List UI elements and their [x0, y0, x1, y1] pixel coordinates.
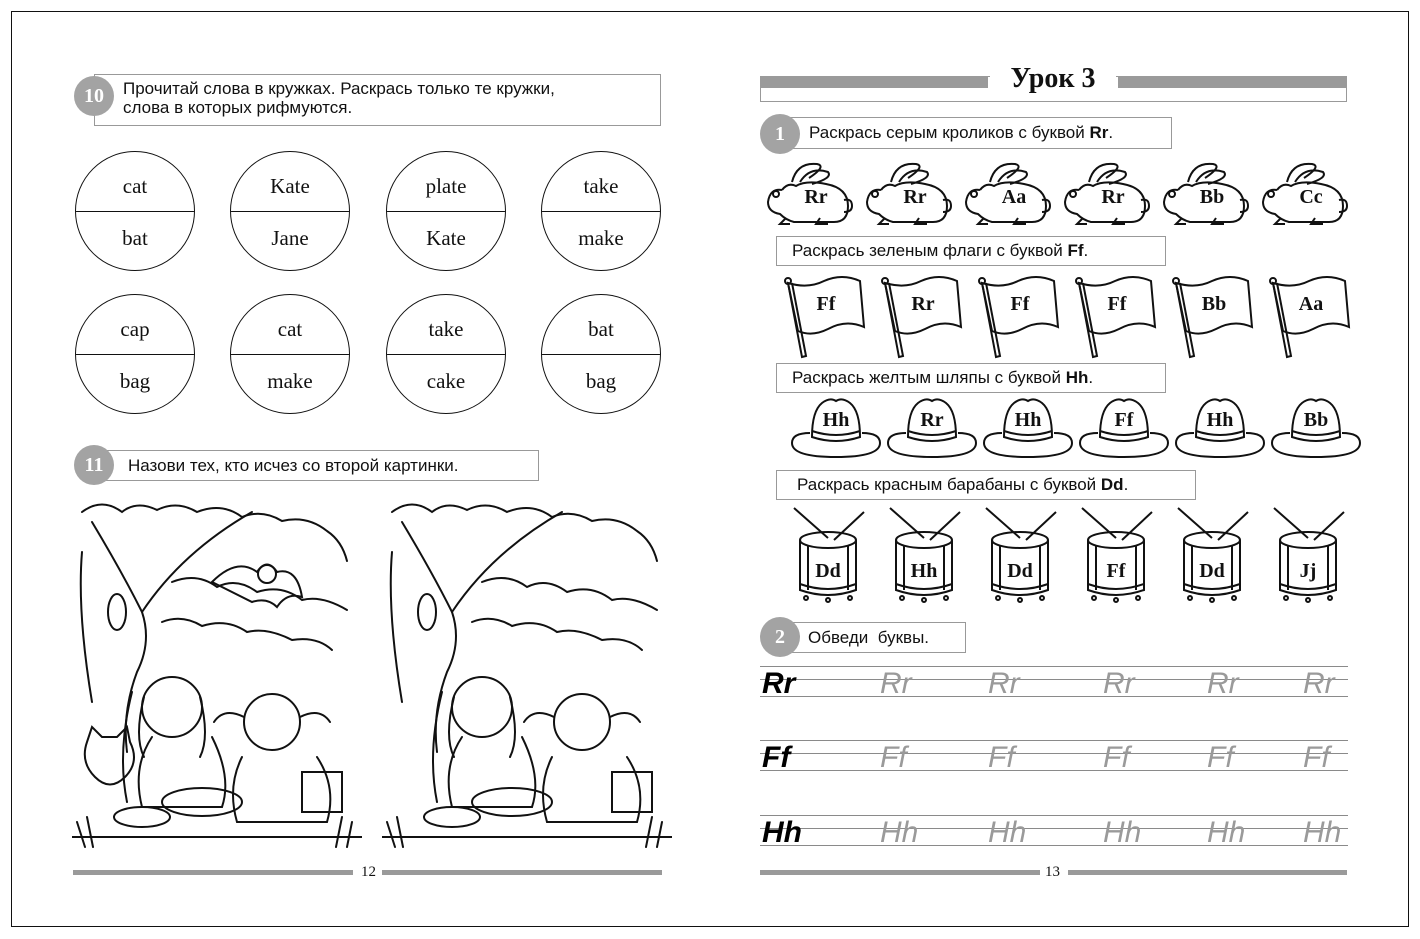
hat-letter: Rr: [920, 409, 944, 431]
drum-letter: Ff: [1106, 560, 1126, 582]
tracing-letter[interactable]: Hh: [1207, 816, 1246, 849]
tracing-letter[interactable]: Hh: [1103, 816, 1142, 849]
hat-item[interactable]: [886, 397, 978, 459]
drum-letter: Hh: [910, 560, 938, 582]
circle-word-top: take: [583, 174, 619, 198]
circle-word-top: plate: [425, 174, 467, 198]
rabbit-letter: Rr: [1101, 186, 1125, 208]
picnic-picture-2: [382, 492, 672, 850]
tree-canopy: [392, 505, 657, 562]
rhyme-circle[interactable]: [386, 151, 506, 271]
drum-item[interactable]: [1172, 504, 1264, 604]
drums-instruction-box: [776, 470, 1196, 500]
flag-icon: [1267, 275, 1359, 361]
tracing-letter[interactable]: Ff: [1303, 741, 1330, 774]
flag-item[interactable]: [976, 275, 1068, 361]
rabbit-letter: Bb: [1199, 186, 1225, 208]
circle-word-bottom: make: [578, 226, 624, 250]
tracing-guide-base: [760, 845, 1348, 846]
tracing-letter[interactable]: Rr: [1303, 667, 1335, 700]
flag-icon: [879, 275, 971, 361]
rhyme-circle[interactable]: [75, 151, 195, 271]
drum-letter: Dd: [815, 560, 841, 582]
drum-item[interactable]: [788, 504, 880, 604]
circle-divider: [542, 211, 660, 212]
task-1-text-end: .: [1108, 123, 1114, 142]
circle-word-bottom: bag: [119, 369, 151, 393]
tracing-guide-mid: [760, 679, 1348, 680]
drum-icon: [1172, 504, 1264, 604]
drum-item[interactable]: [1076, 504, 1168, 604]
tracing-sample-letter: Ff: [762, 741, 791, 774]
lesson-header-bar-left: [760, 76, 988, 88]
circle-word-bottom: bat: [122, 226, 148, 250]
flag-item[interactable]: [1170, 275, 1262, 361]
circle-word-bottom: cake: [426, 369, 466, 393]
circle-divider: [231, 354, 349, 355]
circle-word-top: cap: [120, 317, 150, 341]
footer-bar-left-b: [382, 870, 662, 875]
tracing-guide-mid: [760, 753, 1348, 754]
tracing-letter[interactable]: Hh: [988, 816, 1027, 849]
hat-item[interactable]: [1078, 397, 1170, 459]
tracing-letter[interactable]: Hh: [880, 816, 919, 849]
drums-instruction-main: Раскрась красным барабаны с буквой: [797, 475, 1101, 494]
flag-letter: Ff: [1107, 293, 1127, 315]
rabbit-letter: Rr: [804, 186, 828, 208]
task-10-line-1: Прочитай слова в кружках. Раскрась только те кружки,: [123, 79, 555, 98]
tracing-guide-base: [760, 696, 1348, 697]
task-1-text: [809, 123, 1113, 143]
tracing-letter[interactable]: Ff: [880, 741, 907, 774]
bat: [212, 565, 302, 608]
lesson-title: Урок 3: [990, 63, 1116, 95]
circle-word-top: cat: [277, 317, 303, 341]
tracing-guide-base: [760, 770, 1348, 771]
hats-instruction-main: Раскрась желтым шляпы с буквой: [792, 368, 1066, 387]
flags-instruction-text: [792, 241, 1088, 261]
rabbit-item[interactable]: [1059, 160, 1151, 226]
drum-icon: [1268, 504, 1360, 604]
drum-icon: [980, 504, 1072, 604]
task-2-instruction-box: [780, 622, 966, 653]
hats-instruction-letter: Hh: [1065, 368, 1089, 387]
drum-letter: Jj: [1299, 560, 1317, 582]
tracing-letter[interactable]: Ff: [1103, 741, 1130, 774]
flag-item[interactable]: [1073, 275, 1165, 361]
hats-instruction-end: .: [1088, 368, 1094, 387]
drums-instruction-end: .: [1123, 475, 1129, 494]
flag-icon: [1170, 275, 1262, 361]
flags-instruction-letter: Ff: [1067, 241, 1084, 260]
rhyme-circle[interactable]: [230, 151, 350, 271]
hat-letter: Hh: [1206, 409, 1234, 431]
tracing-sample-letter: Rr: [762, 667, 796, 700]
rhyme-circle[interactable]: [386, 294, 506, 414]
circle-divider: [387, 354, 505, 355]
task-10-instruction-box: [94, 74, 661, 126]
tracing-guide-mid: [760, 828, 1348, 829]
tracing-guide-top: [760, 815, 1348, 816]
task-11-text: Назови тех, кто исчез со второй картинки.: [128, 456, 459, 475]
footer-bar-left-a: [73, 870, 353, 875]
picnic-picture-1: [72, 492, 362, 850]
circle-divider: [387, 211, 505, 212]
tree-canopy: [82, 505, 347, 562]
circle-divider: [231, 211, 349, 212]
drum-letter: Dd: [1007, 560, 1033, 582]
footer-bar-right-b: [1068, 870, 1347, 875]
flag-letter: Ff: [816, 293, 836, 315]
tracing-letter[interactable]: Hh: [1303, 816, 1342, 849]
hat-letter: Ff: [1114, 409, 1134, 431]
tracing-letter[interactable]: Ff: [1207, 741, 1234, 774]
tracing-letter[interactable]: Rr: [988, 667, 1020, 700]
rabbit-letter: Cc: [1299, 186, 1323, 208]
task-10-number-badge: 10: [74, 76, 114, 116]
circle-divider: [542, 354, 660, 355]
task-1-text-letter: Rr: [1089, 123, 1109, 142]
task-11-number-badge: 11: [74, 445, 114, 485]
flag-letter: Aa: [1298, 293, 1324, 315]
circle-word-top: Kate: [270, 174, 310, 198]
rabbit-item[interactable]: [1257, 160, 1349, 226]
drum-item[interactable]: [980, 504, 1072, 604]
tracing-letter[interactable]: Rr: [1207, 667, 1239, 700]
flags-instruction-box: [776, 236, 1166, 266]
flags-instruction-main: Раскрась зеленым флаги с буквой: [792, 241, 1068, 260]
hats-instruction-box: [776, 363, 1166, 393]
flag-letter: Bb: [1201, 293, 1227, 315]
rabbit-letter: Aa: [1001, 186, 1027, 208]
drum-icon: [884, 504, 976, 604]
rabbit-letter: Rr: [903, 186, 927, 208]
task-2-number-badge: 2: [760, 617, 800, 657]
flags-instruction-end: .: [1083, 241, 1089, 260]
drums-instruction-text: [797, 475, 1128, 495]
rhyme-circle[interactable]: [75, 294, 195, 414]
flag-item[interactable]: [879, 275, 971, 361]
circle-word-top: take: [428, 317, 464, 341]
rhyme-circle[interactable]: [541, 151, 661, 271]
hat-letter: Bb: [1303, 409, 1329, 431]
rabbit-item[interactable]: [762, 160, 854, 226]
hat-item[interactable]: [1270, 397, 1362, 459]
rabbit-item[interactable]: [1158, 160, 1250, 226]
tracing-letter[interactable]: Ff: [988, 741, 1015, 774]
flag-icon: [1073, 275, 1165, 361]
tracing-guide-top: [760, 666, 1348, 667]
tracing-letter[interactable]: Rr: [880, 667, 912, 700]
hat-item[interactable]: [790, 397, 882, 459]
flag-item[interactable]: [1267, 275, 1359, 361]
drum-icon: [1076, 504, 1168, 604]
hat-item[interactable]: [982, 397, 1074, 459]
task-1-instruction-box: [780, 117, 1172, 149]
tracing-guide-top: [760, 740, 1348, 741]
task-2-text: Обведи буквы.: [808, 628, 930, 647]
hat-letter: Hh: [1014, 409, 1042, 431]
task-10-line-2: слова в которых рифмуются.: [123, 98, 353, 117]
circle-word-bottom: Jane: [271, 226, 309, 250]
rabbit-item[interactable]: [861, 160, 953, 226]
circle-divider: [76, 211, 194, 212]
drum-item[interactable]: [1268, 504, 1360, 604]
drum-icon: [788, 504, 880, 604]
drum-item[interactable]: [884, 504, 976, 604]
task-11-instruction-box: [94, 450, 539, 481]
rhyme-circle[interactable]: [230, 294, 350, 414]
footer-bar-right-a: [760, 870, 1040, 875]
flag-letter: Ff: [1010, 293, 1030, 315]
flag-icon: [976, 275, 1068, 361]
drums-instruction-letter: Dd: [1100, 475, 1124, 494]
rhyme-circle[interactable]: [541, 294, 661, 414]
hat-item[interactable]: [1174, 397, 1266, 459]
circle-word-top: bat: [588, 317, 614, 341]
lesson-header-bar-right: [1118, 76, 1347, 88]
task-1-number-badge: 1: [760, 114, 800, 154]
circle-word-bottom: bag: [585, 369, 617, 393]
rabbit-item[interactable]: [960, 160, 1052, 226]
circle-word-bottom: Kate: [426, 226, 466, 250]
tracing-letter[interactable]: Rr: [1103, 667, 1135, 700]
circle-word-bottom: make: [267, 369, 313, 393]
task-1-text-main: Раскрась серым кроликов с буквой: [809, 123, 1090, 142]
tracing-sample-letter: Hh: [762, 816, 802, 849]
flag-letter: Rr: [911, 293, 935, 315]
circle-word-top: cat: [122, 174, 148, 198]
flag-icon: [782, 275, 874, 361]
hats-instruction-text: [792, 368, 1093, 388]
page-number-left: 12: [361, 864, 376, 880]
circle-divider: [76, 354, 194, 355]
flag-item[interactable]: [782, 275, 874, 361]
page-number-right: 13: [1045, 864, 1060, 880]
drum-letter: Dd: [1199, 560, 1225, 582]
hat-letter: Hh: [822, 409, 850, 431]
